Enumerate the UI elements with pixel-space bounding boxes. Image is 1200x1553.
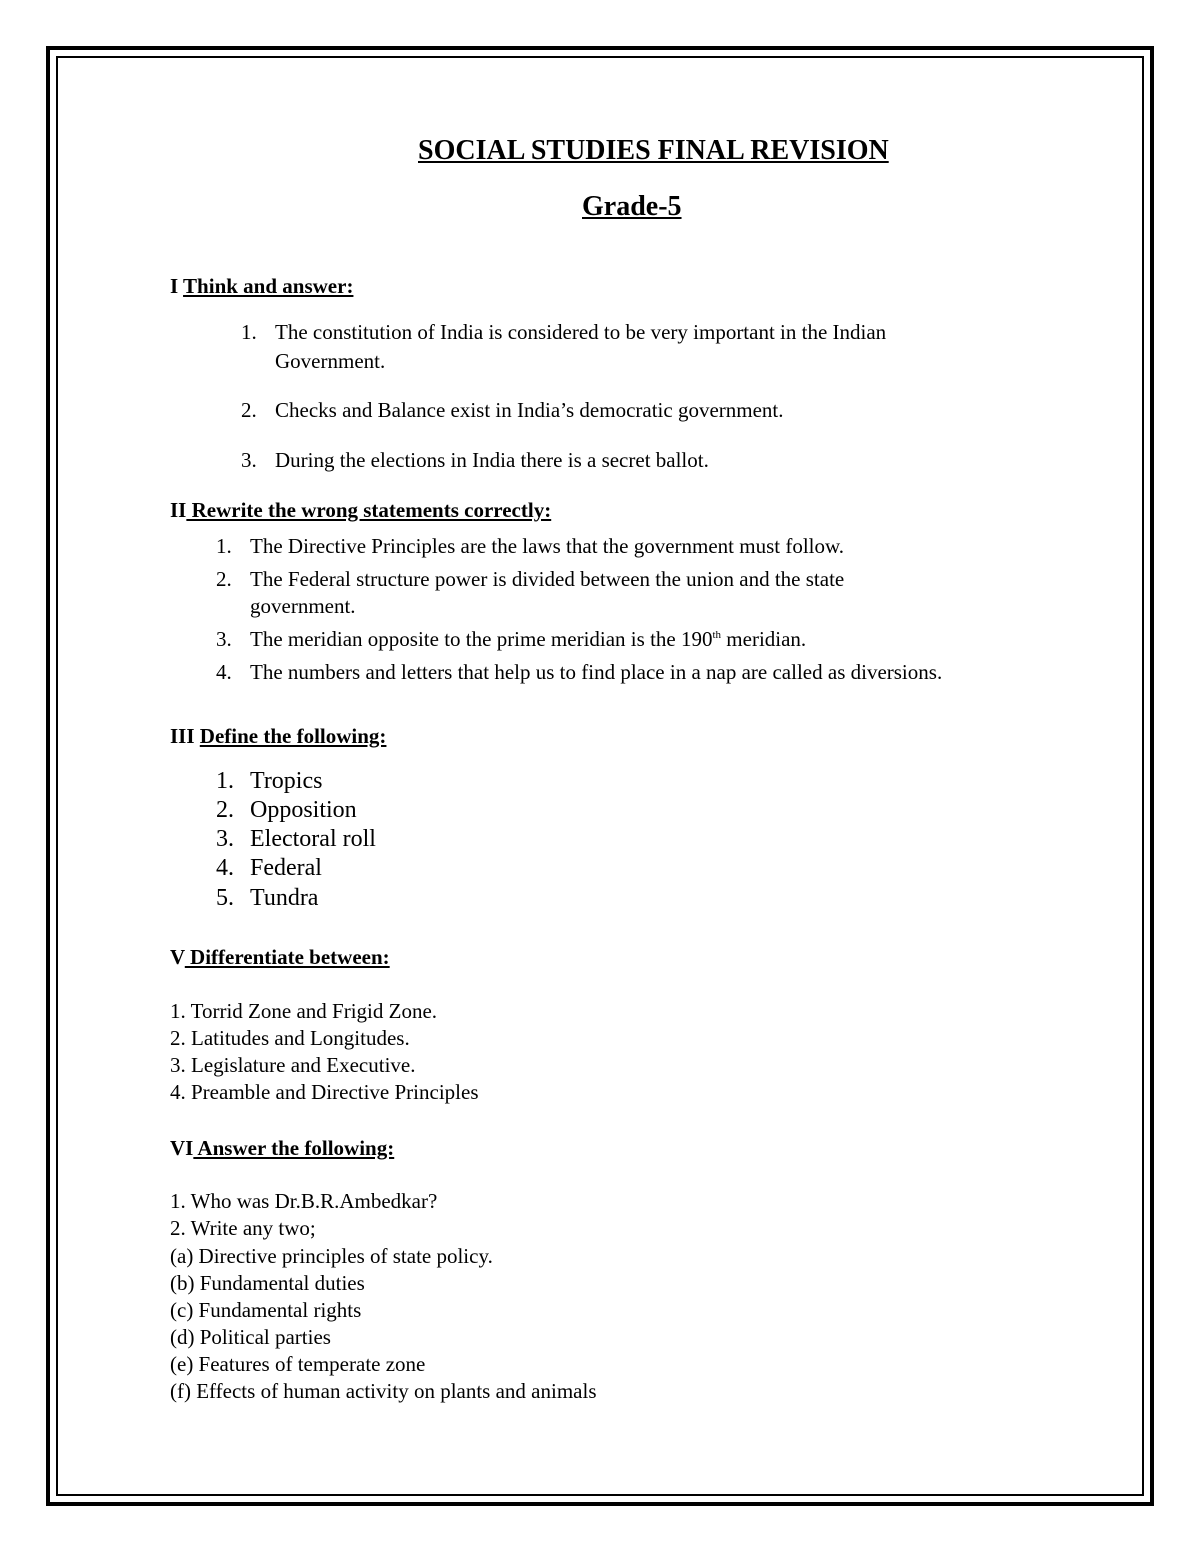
list-item: (c) Fundamental rights bbox=[170, 1298, 362, 1322]
list-item: 2. Write any two; bbox=[170, 1216, 316, 1240]
grade-label: Grade-5 bbox=[582, 191, 682, 222]
list-item: 3. Electoral roll bbox=[216, 826, 376, 852]
list-item: 1. The Directive Principles are the laws that the government must follow. bbox=[216, 534, 845, 558]
page-title: SOCIAL STUDIES FINAL REVISION bbox=[418, 135, 889, 166]
list-item: (f) Effects of human activity on plants and animals bbox=[170, 1379, 597, 1403]
section-1-heading bbox=[170, 274, 353, 299]
section-6-roman: VI bbox=[170, 1136, 194, 1160]
section-1-roman: I bbox=[170, 274, 184, 298]
list-item: 4. Federal bbox=[216, 855, 322, 881]
section-3-title: Define the following: bbox=[199, 724, 387, 748]
list-item: 3. During the elections in India there is a secret ballot. bbox=[241, 448, 709, 472]
list-item: 2. Latitudes and Longitudes. bbox=[170, 1026, 410, 1050]
section-6-title: Answer the following: bbox=[193, 1136, 395, 1160]
list-item: 5. Tundra bbox=[216, 885, 319, 911]
list-item: 2. Opposition bbox=[216, 797, 357, 823]
section-2-roman: II bbox=[170, 498, 187, 522]
list-item: 3. Legislature and Executive. bbox=[170, 1053, 416, 1077]
list-item: (e) Features of temperate zone bbox=[170, 1352, 426, 1376]
section-2-title: Rewrite the wrong statements correctly: bbox=[186, 498, 552, 522]
list-item: (a) Directive principles of state policy. bbox=[170, 1244, 493, 1268]
section-5-roman: V bbox=[170, 945, 185, 969]
section-1-title: Think and answer: bbox=[183, 274, 354, 298]
section-6-heading bbox=[170, 1136, 394, 1161]
list-item: 3. The meridian opposite to the prime meridian is the 190th meridian. bbox=[216, 627, 807, 651]
section-2-heading bbox=[170, 498, 551, 523]
section-3-heading bbox=[170, 724, 386, 749]
list-item: (d) Political parties bbox=[170, 1325, 331, 1349]
list-item: 4. Preamble and Directive Principles bbox=[170, 1080, 479, 1104]
list-item: 2. The Federal structure power is divided between the union and the state bbox=[216, 567, 845, 591]
list-item: (b) Fundamental duties bbox=[170, 1271, 365, 1295]
list-item-continuation: government. bbox=[250, 594, 356, 618]
list-item: 1. Torrid Zone and Frigid Zone. bbox=[170, 999, 438, 1023]
list-item: 1. Tropics bbox=[216, 768, 323, 794]
list-item: 4. The numbers and letters that help us to find place in a nap are called as diversions. bbox=[216, 660, 943, 684]
list-item: 2. Checks and Balance exist in India’s democratic government. bbox=[241, 398, 784, 422]
section-5-heading bbox=[170, 945, 390, 970]
list-item: 1. Who was Dr.B.R.Ambedkar? bbox=[170, 1189, 438, 1213]
section-3-roman: III bbox=[170, 724, 200, 748]
list-item-continuation: Government. bbox=[275, 349, 386, 373]
list-item: 1. The constitution of India is considered to be very important in the Indian bbox=[241, 320, 887, 344]
section-5-title: Differentiate between: bbox=[184, 945, 390, 969]
